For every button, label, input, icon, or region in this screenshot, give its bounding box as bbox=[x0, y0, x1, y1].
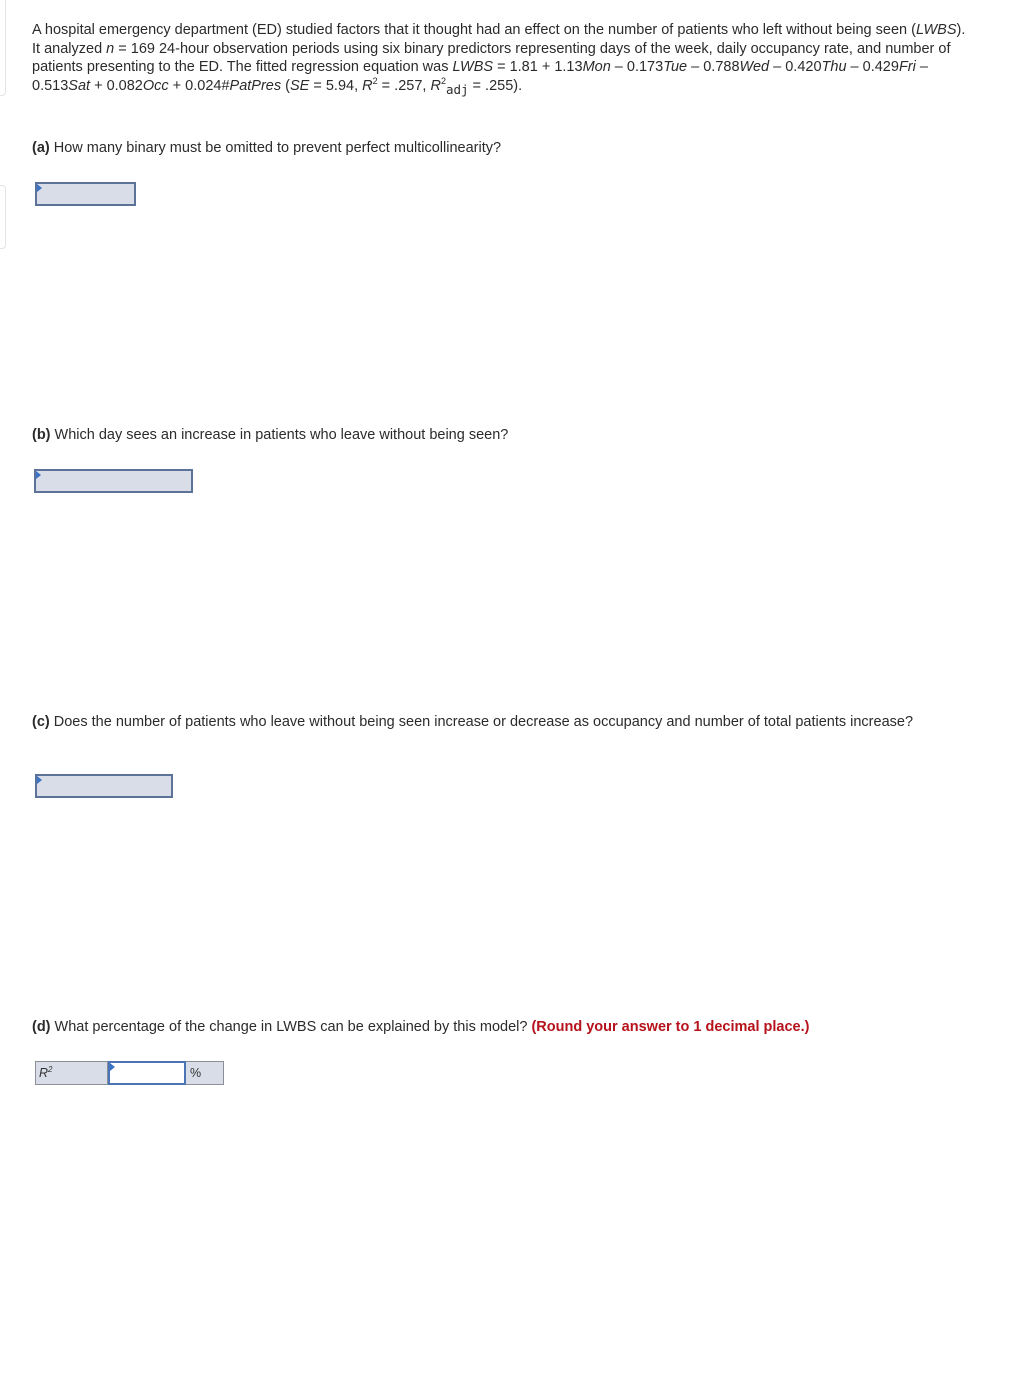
percent-unit-label: % bbox=[186, 1061, 224, 1085]
left-panel-edge bbox=[0, 185, 6, 249]
question-a: (a) How many binary must be omitted to prevent perfect multicollinearity? bbox=[32, 140, 502, 156]
answer-c-dropdown[interactable] bbox=[35, 774, 173, 798]
answer-b-dropdown[interactable] bbox=[34, 469, 193, 493]
rounding-instruction: (Round your answer to 1 decimal place.) bbox=[531, 1019, 810, 1035]
answer-flag-icon bbox=[37, 776, 42, 784]
left-panel-edge bbox=[0, 0, 6, 96]
answer-a-dropdown[interactable] bbox=[35, 182, 136, 206]
question-c: (c) Does the number of patients who leave without being seen increase or decrease as occupancy and number of total patients increase? bbox=[32, 714, 914, 730]
r-squared-label: $R^2$ bbox=[35, 1061, 108, 1085]
answer-flag-icon bbox=[37, 184, 42, 192]
problem-statement: A hospital emergency department (ED) studied factors that it thought had an effect on the number of patients who left without being seen (LWBS). It analyzed n = 169 24-hour observation periods using six binary predictors representing days of the week, daily occupancy rate, and number of patients presenting to the ED. The fitted regression equation was LWBS = 1.81 + 1.13Mon – 0.173Tue – 0.788Wed – 0.420Thu – 0.429Fri – 0.513Sat + 0.082Occ + 0.024#PatPres (SE = 5.94, $R^2 = .257$, $R^2adj = .255$). bbox=[32, 22, 966, 97]
question-b: (b) Which day sees an increase in patients who leave without being seen? bbox=[32, 427, 509, 443]
question-d: (d) What percentage of the change in LWBS can be explained by this model? (Round your answer to 1 decimal place.) bbox=[32, 1019, 810, 1035]
r-squared-answer-row bbox=[35, 1061, 224, 1085]
answer-flag-icon bbox=[36, 471, 41, 479]
answer-flag-icon bbox=[110, 1063, 115, 1071]
r-squared-input[interactable] bbox=[108, 1061, 186, 1085]
